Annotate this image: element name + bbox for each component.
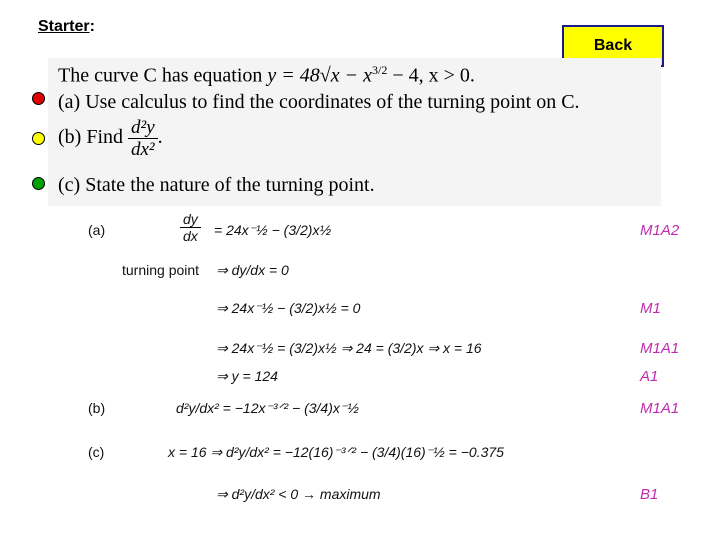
starter-colon: :: [89, 18, 95, 35]
question-part-b: [58, 118, 163, 159]
question-intro-prefix: The curve C has equation: [58, 64, 263, 87]
mark-a1-line5: A1: [640, 368, 659, 385]
question-part-b-prefix: (b) Find: [58, 126, 123, 149]
mark-m1-line3: M1: [640, 300, 661, 317]
solution-line4: ⇒ 24x⁻½ = (3/2)x½ ⇒ 24 = (3/2)x ⇒ x = 16: [216, 340, 482, 356]
question-part-b-numerator: d²y: [128, 118, 158, 139]
question-intro-exponent: 3/2: [371, 63, 388, 77]
bullet-yellow-icon: [32, 132, 45, 145]
question-part-b-fraction: [128, 118, 158, 159]
solution-line5: ⇒ y = 124: [216, 368, 278, 384]
solution-a-denominator: dx: [183, 228, 198, 244]
solution-turning-label: turning point: [122, 262, 200, 278]
solution-a-fraction: [180, 212, 201, 243]
solution-b-line: d²y/dx² = −12x⁻³ᐟ² − (3/4)x⁻½: [176, 400, 359, 416]
mark-m1a2: M1A2: [640, 222, 680, 239]
solution-b-label: (b): [88, 400, 106, 416]
solution-a-label: (a): [88, 222, 106, 238]
question-intro: [58, 63, 475, 88]
solution-a-lhs: [180, 212, 201, 243]
bullet-green-icon: [32, 177, 45, 190]
question-part-b-suffix: .: [157, 126, 163, 149]
mark-m1a1-line4: M1A1: [640, 340, 680, 357]
question-part-c: (c) State the nature of the turning point.: [58, 174, 375, 196]
mark-b1-c: B1: [640, 486, 659, 503]
mark-m1a1-b: M1A1: [640, 400, 680, 417]
solution-c-line2: ⇒ d²y/dx² < 0 → maximum: [216, 486, 381, 502]
starter-heading: [38, 18, 95, 36]
back-button-label: Back: [593, 37, 633, 54]
solution-a-line1: = 24x⁻½ − (3/2)x½: [214, 222, 332, 238]
solution-c-line1: x = 16 ⇒ d²y/dx² = −12(16)⁻³ᐟ² − (3/4)(16)⁻½ = −0.375: [168, 444, 504, 460]
solution-turning-eq: ⇒ dy/dx = 0: [216, 262, 289, 278]
solution-c-label: (c): [88, 444, 105, 460]
question-part-a: (a) Use calculus to find the coordinates of the turning point on C.: [58, 91, 580, 113]
question-part-b-denominator: dx²: [131, 139, 155, 160]
solution-line3: ⇒ 24x⁻½ − (3/2)x½ = 0: [216, 300, 361, 316]
solution-a-numerator: dy: [180, 212, 201, 228]
question-intro-suffix: − 4, x > 0.: [392, 64, 475, 87]
bullet-red-icon: [32, 92, 45, 105]
question-intro-equation: y = 48√x − x: [267, 64, 372, 87]
starter-label: Starter: [38, 18, 90, 35]
